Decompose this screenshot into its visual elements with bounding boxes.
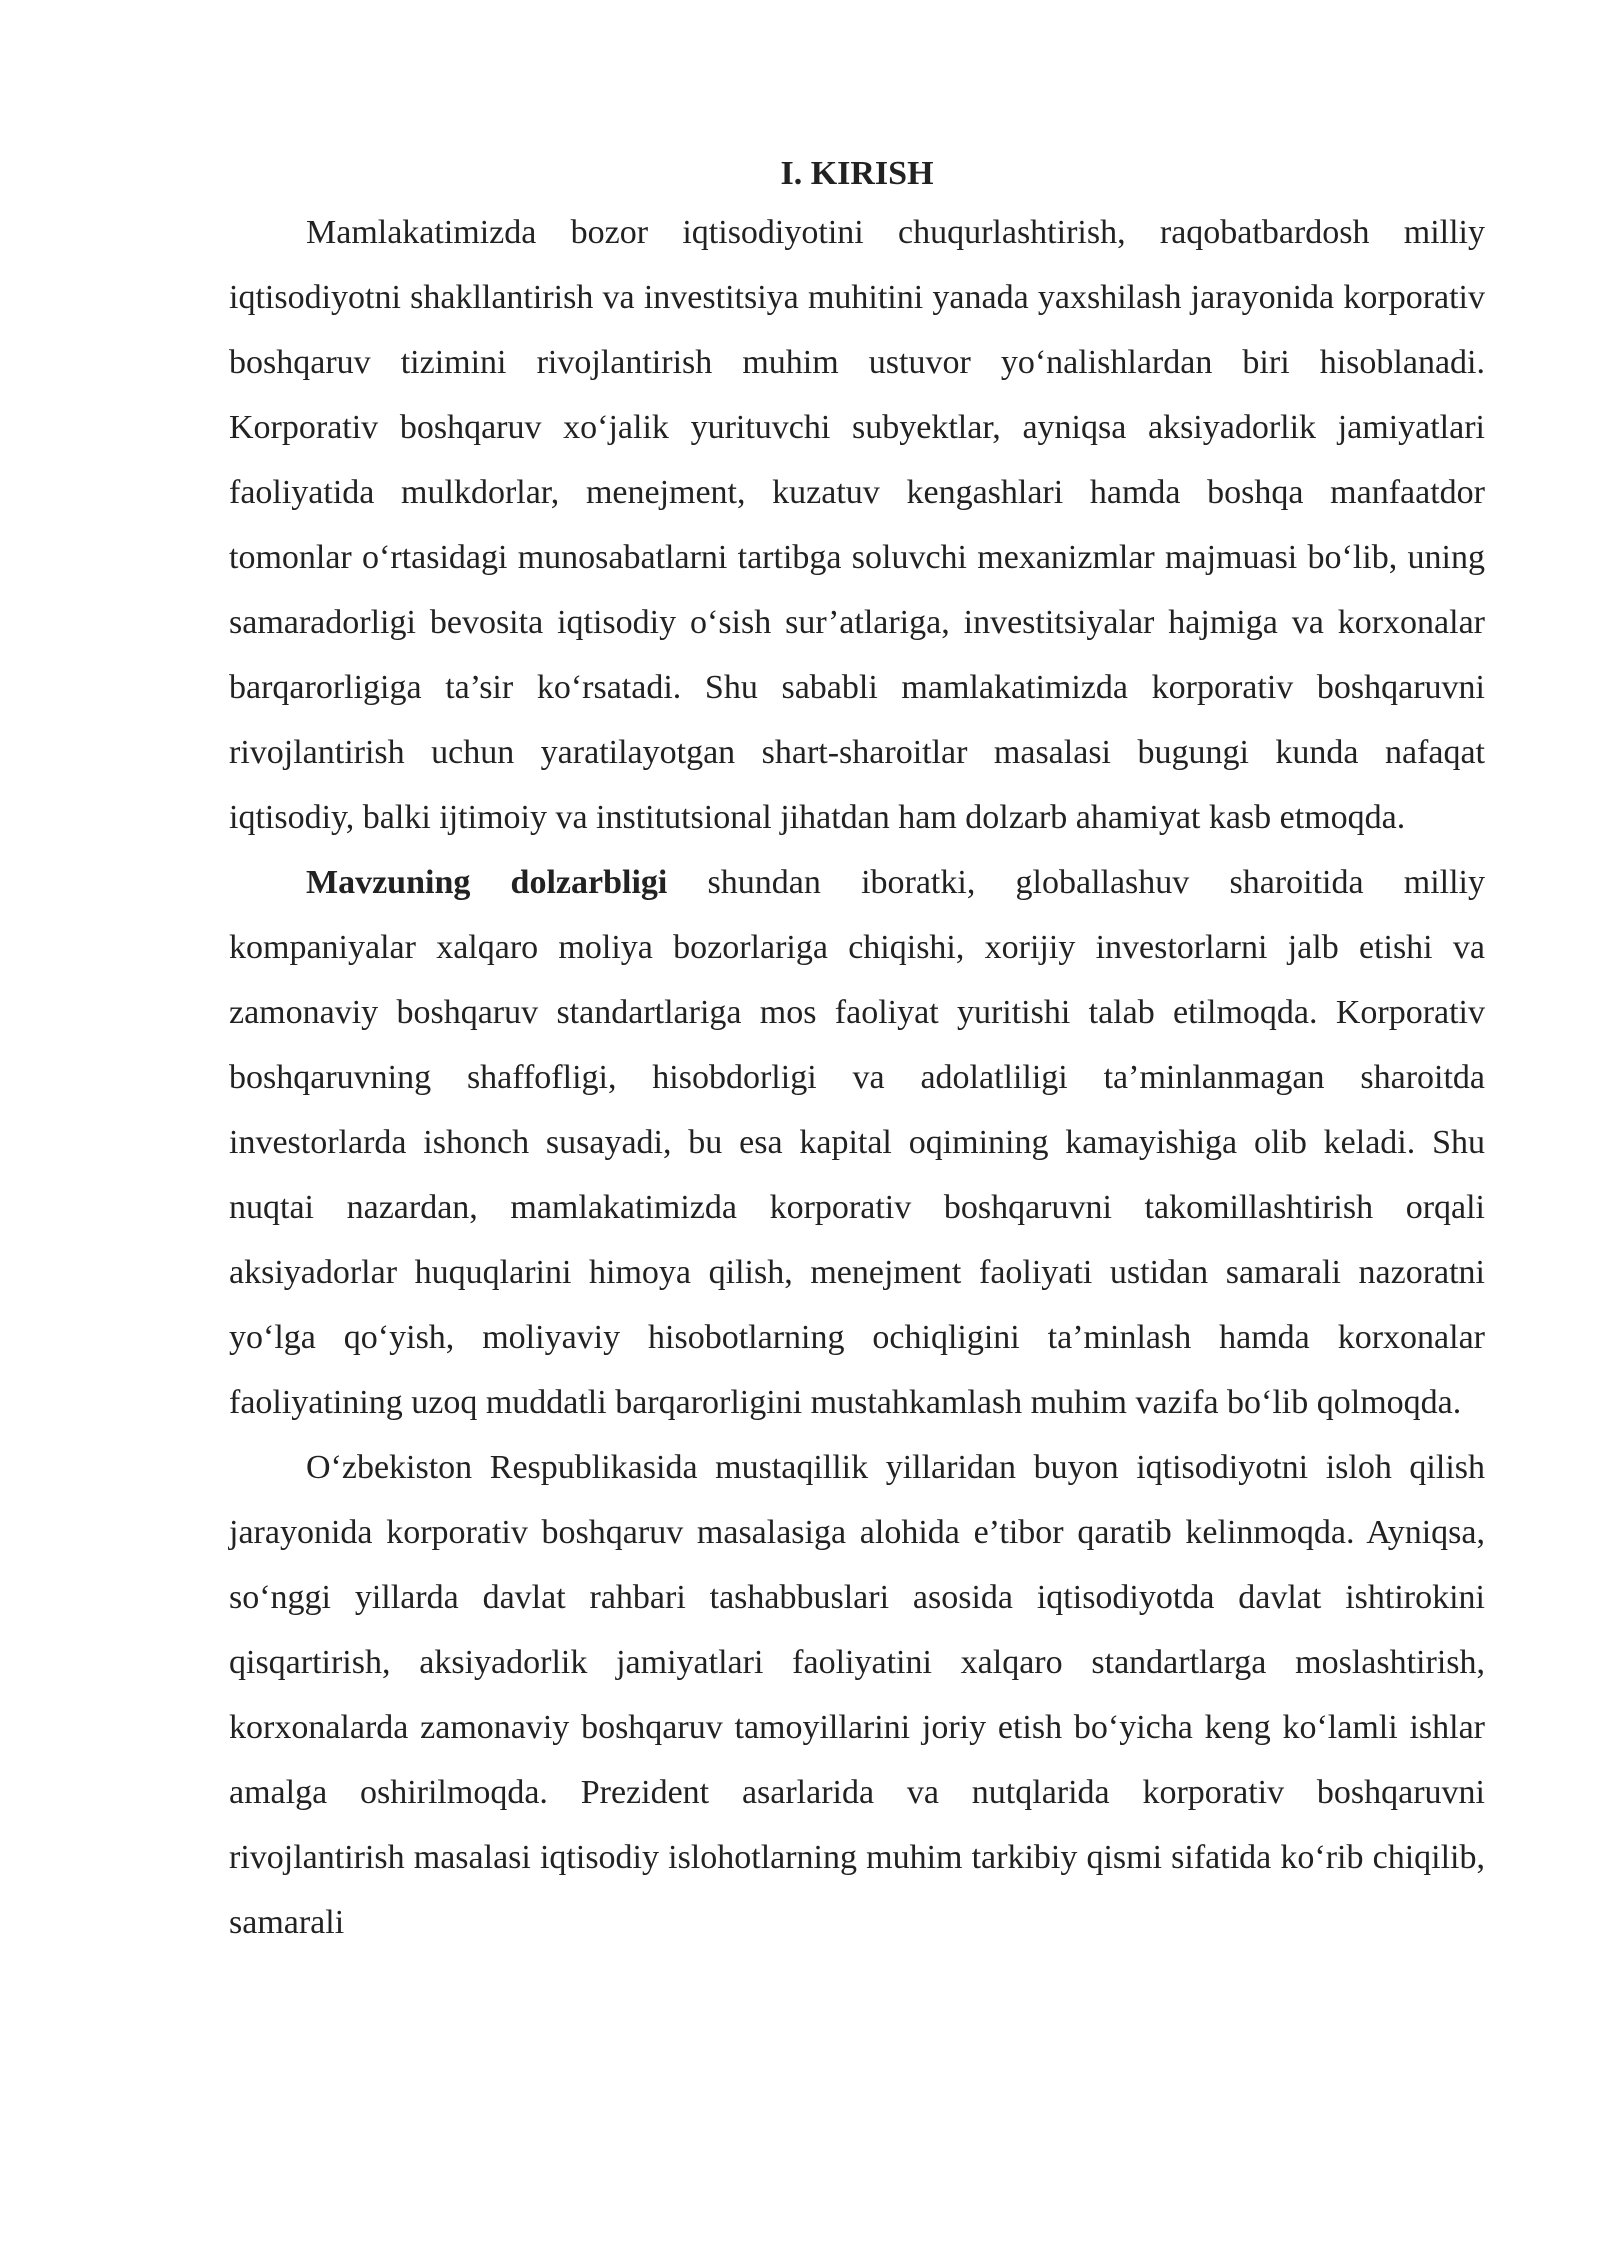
- relevance-body: shundan iboratki, globallashuv sharoitida milliy kompaniyalar xalqaro moliya bozorlariga chiqishi, xorijiy investorlarni jalb etishi va zamonaviy boshqaruv standartlariga mos faoliyat yuritishi talab etilmoqda. Korporativ boshqaruvning shaffofligi, hisobdorligi va adolatliligi ta’minlanmagan sharoitda investorlarda ishonch susayadi, bu esa kapital oqimining kamayishiga olib keladi. Shu nuqtai nazardan, mamlakatimizda korporativ boshqaruvni takomillashtirish orqali aksiyadorlar huquqlarini himoya qilish, menejment faoliyati ustidan samarali nazoratni yo‘lga qo‘yish, moliyaviy hisobotlarning ochiqligini ta’minlash hamda korxonalar faoliyatining uzoq muddatli barqarorligini mustahkamlash muhim vazifa bo‘lib qolmoqda.: [229, 864, 1485, 1421]
- paragraph-intro: Mamlakatimizda bozor iqtisodiyotini chuqurlashtirish, raqobatbardosh milliy iqtisodiyotni shakllantirish va investitsiya muhitini yanada yaxshilash jarayonida korporativ boshqaruv tizimini rivojlantirish muhim ustuvor yo‘nalishlardan biri hisoblanadi. Korporativ boshqaruv xo‘jalik yurituvchi subyektlar, ayniqsa aksiyadorlik jamiyatlari faoliyatida mulkdorlar, menejment, kuzatuv kengashlari hamda boshqa manfaatdor tomonlar o‘rtasidagi munosabatlarni tartibga soluvchi mexanizmlar majmuasi bo‘lib, uning samaradorligi bevosita iqtisodiy o‘sish sur’atlariga, investitsiyalar hajmiga va korxonalar barqarorligiga ta’sir ko‘rsatadi. Shu sababli mamlakatimizda korporativ boshqaruvni rivojlantirish uchun yaratilayotgan shart-sharoitlar masalasi bugungi kunda nafaqat iqtisodiy, balki ijtimoiy va institutsional jihatdan ham dolzarb ahamiyat kasb etmoqda.: [229, 214, 1485, 836]
- paragraph-uzbekistan: O‘zbekiston Respublikasida mustaqillik yillaridan buyon iqtisodiyotni isloh qilish jarayonida korporativ boshqaruv masalasiga alohida e’tibor qaratib kelinmoqda. Ayniqsa, so‘nggi yillarda davlat rahbari tashabbuslari asosida iqtisodiyotda davlat ishtirokini qisqartirish, aksiyadorlik jamiyatlari faoliyatini xalqaro standartlarga moslashtirish, korxonalarda zamonaviy boshqaruv tamoyillarini joriy etish bo‘yicha keng ko‘lamli ishlar amalga oshirilmoqda. Prezident asarlarida va nutqlarida korporativ boshqaruvni rivojlantirish masalasi iqtisodiy islohotlarning muhim tarkibiy qismi sifatida ko‘rib chiqilib, samarali: [229, 1449, 1485, 1941]
- section-heading: I. KIRISH: [780, 155, 934, 192]
- document-page: [229, 148, 1485, 1955]
- paragraph-relevance: [229, 850, 1485, 1435]
- relevance-lead: Mavzuning dolzarbligi: [306, 864, 668, 901]
